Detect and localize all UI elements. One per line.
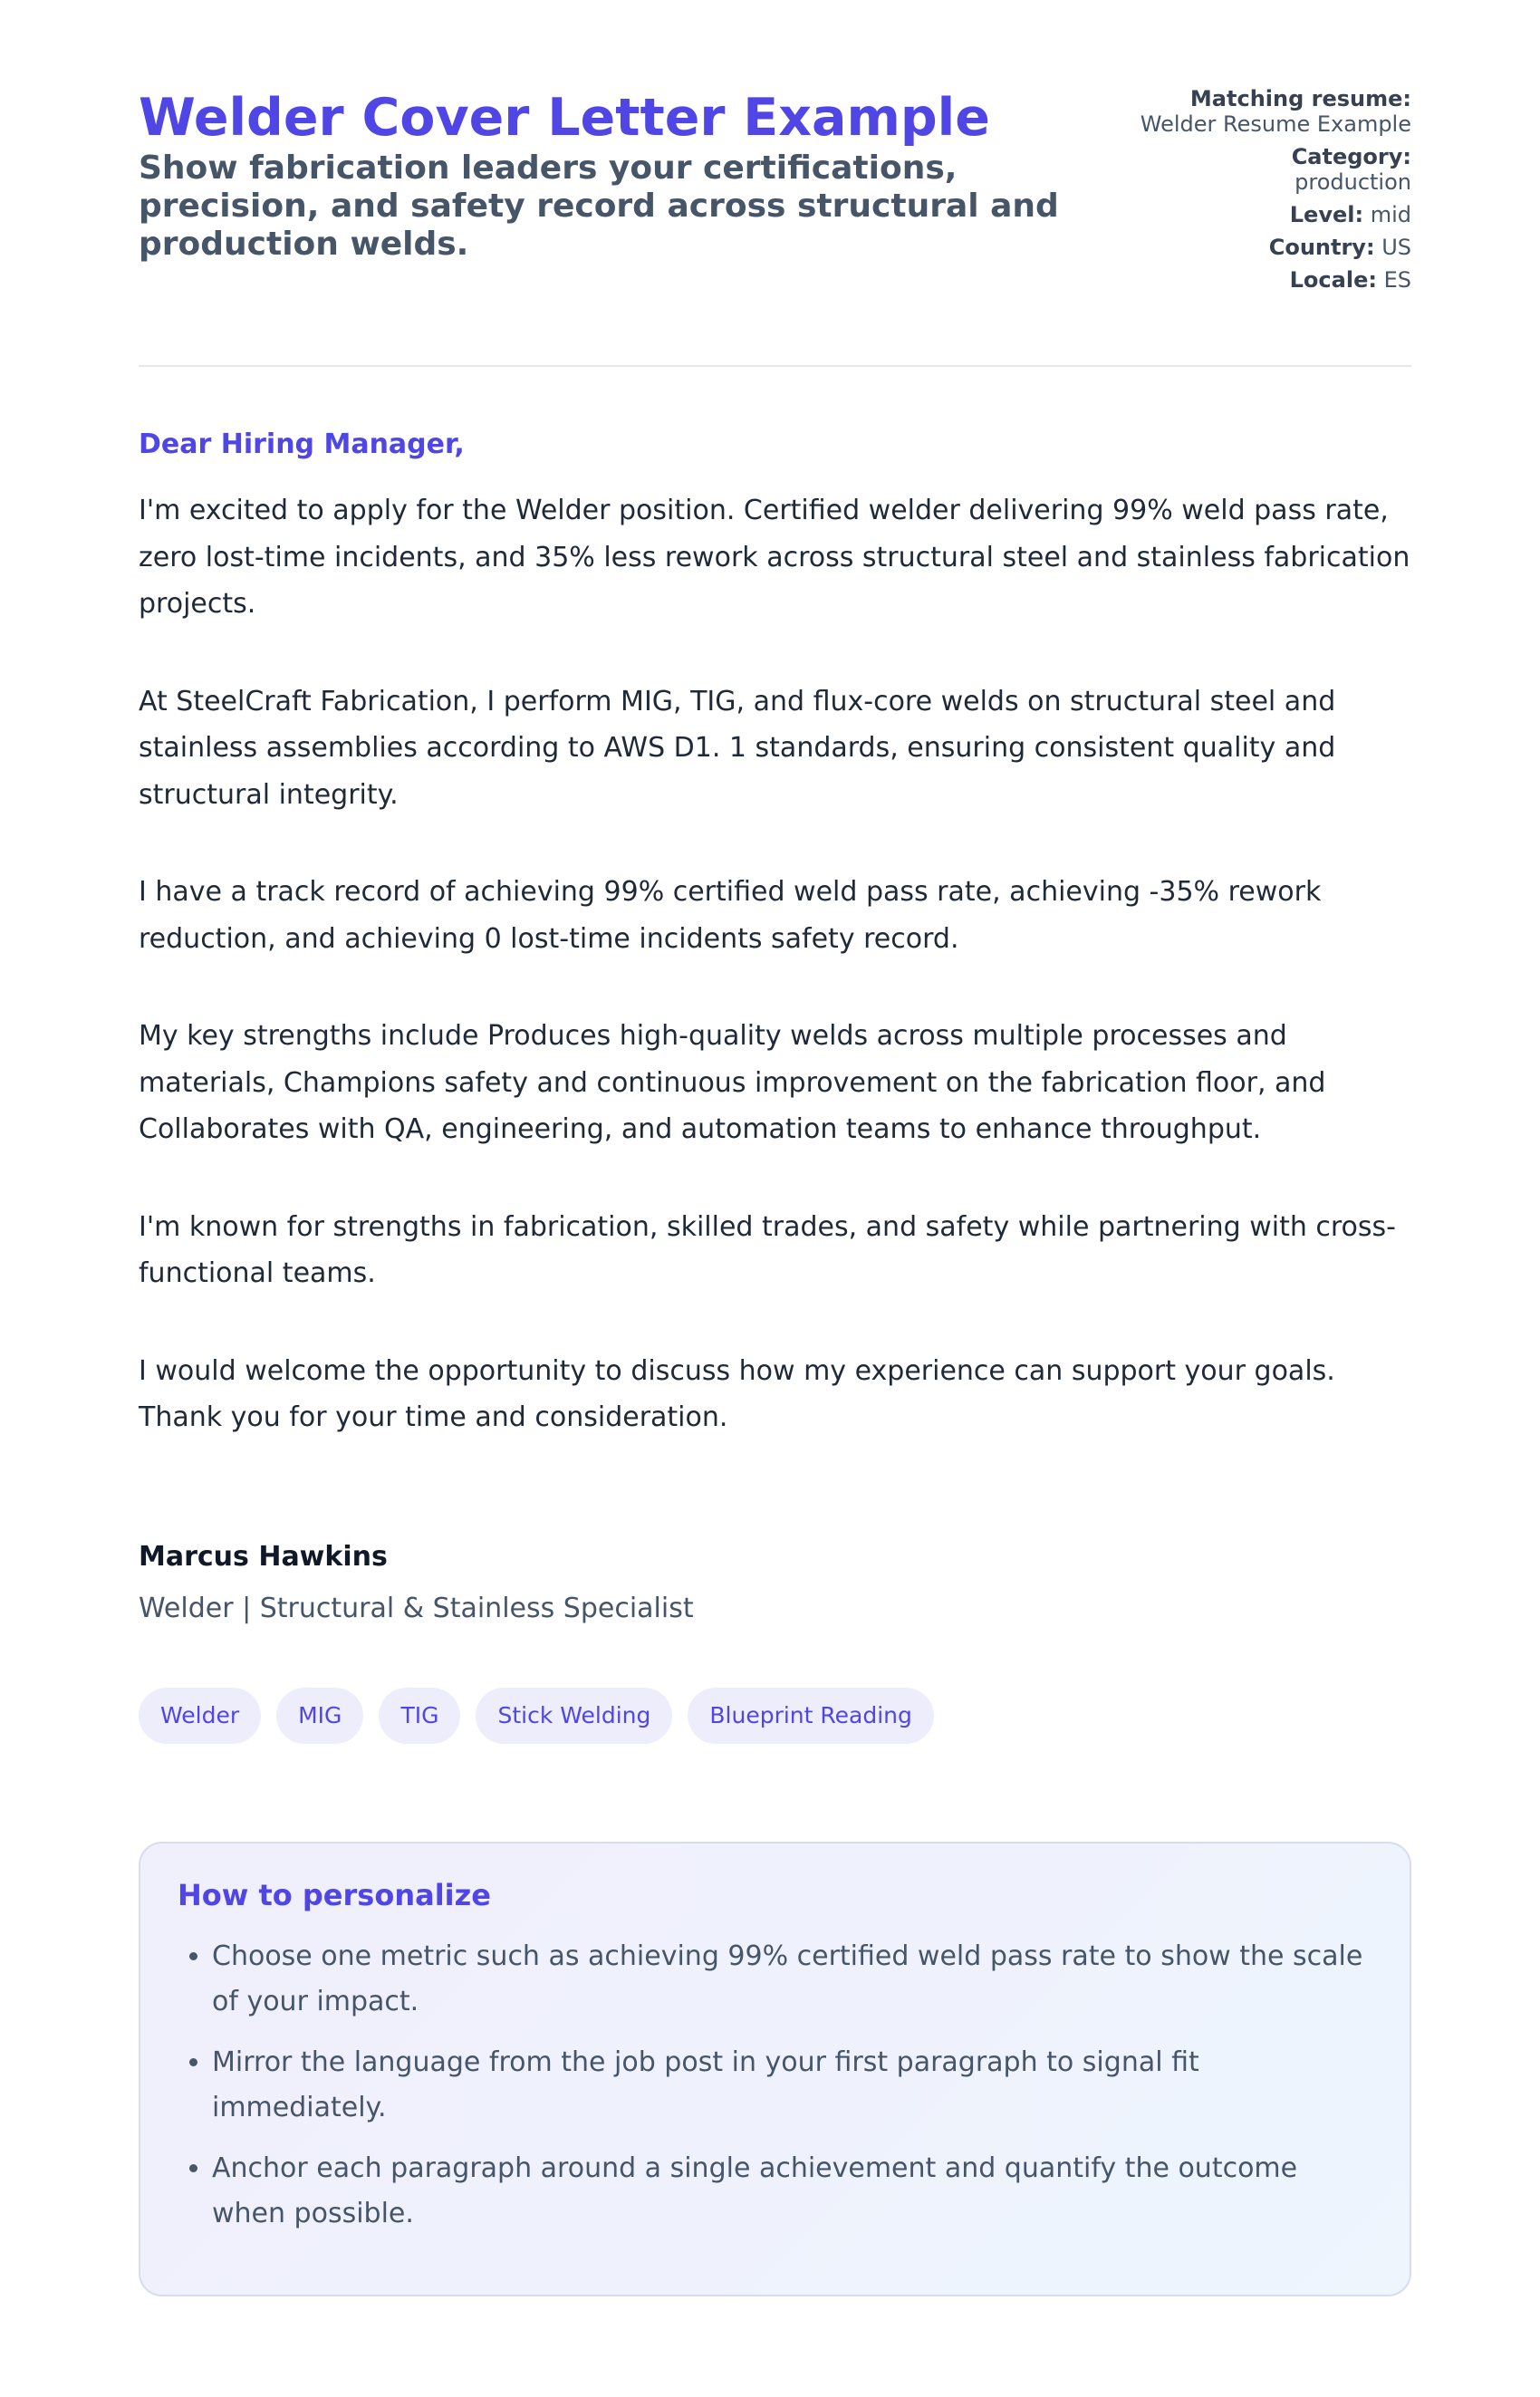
personalize-tips-box — [139, 1842, 1411, 2296]
greeting: Dear Hiring Manager, — [139, 428, 465, 460]
letter-paragraph: I'm known for strengths in fabrication, skilled trades, and safety while partnering with cross-functional teams. — [139, 1210, 1396, 1289]
tips-list — [178, 1934, 1373, 2237]
meta-locale — [1140, 267, 1411, 293]
signature-name: Marcus Hawkins — [139, 1540, 388, 1573]
letter-paragraph: I would welcome the opportunity to discuss how my experience can support your goals. Thank you for your time and consideration. — [139, 1354, 1335, 1433]
page-title: Welder Cover Letter Example — [139, 88, 990, 148]
letter-paragraph: At SteelCraft Fabrication, I perform MIG, TIG, and flux-core welds on structural steel and stainless assemblies according to AWS D1. 1 standards, ensuring consistent quality and structural integrity. — [139, 685, 1336, 811]
meta-value: mid — [1370, 202, 1411, 227]
meta-value: US — [1381, 235, 1411, 260]
letter-paragraph: I have a track record of achieving 99% certified weld pass rate, achieving -35% rework reduction, and achieving 0 lost-time incidents safety record. — [139, 876, 1322, 955]
meta-value: production — [1295, 169, 1411, 195]
tips-heading: How to personalize — [178, 1877, 491, 1912]
meta-label: Category: — [1291, 144, 1411, 169]
page-subtitle: Show fabrication leaders your certifications, precision, and safety record across structural and production welds. — [139, 149, 1059, 263]
page-header — [139, 0, 1411, 367]
letter-paragraph: My key strengths include Produces high-quality welds across multiple processes and materials, Champions safety and continuous improvement on the fabrication floor, and Collaborates with QA, engineering, and automation teams to enhance throughput. — [139, 1020, 1326, 1145]
skill-tag: Blueprint Reading — [688, 1688, 934, 1744]
meta-label: Level: — [1289, 202, 1364, 227]
meta-label: Matching resume: — [1189, 86, 1411, 111]
skill-tag: Welder — [139, 1688, 261, 1744]
tip-item: • Choose one metric such as achieving 99% certified weld pass rate to show the scale of your impact. — [212, 1934, 1373, 2025]
skill-tags — [139, 1688, 1411, 1744]
skill-tag: TIG — [379, 1688, 460, 1744]
meta-label: Locale: — [1289, 267, 1377, 293]
meta-panel — [1140, 86, 1411, 365]
tip-item: • Anchor each paragraph around a single achievement and quantify the outcome when possible. — [212, 2146, 1373, 2237]
skill-tag: MIG — [276, 1688, 363, 1744]
signature-title: Welder | Structural & Stainless Specialist — [139, 1592, 694, 1624]
meta-label: Country: — [1268, 235, 1375, 260]
tip-item: • Mirror the language from the job post in your first paragraph to signal fit immediately. — [212, 2040, 1373, 2131]
matching-resume-link[interactable]: Welder Resume Example — [1140, 111, 1411, 137]
meta-category — [1140, 144, 1411, 195]
meta-country — [1140, 235, 1411, 260]
cover-letter-page — [139, 0, 1411, 2296]
letter-paragraph: I'm excited to apply for the Welder position. Certified welder delivering 99% weld pass rate, zero lost-time incidents, and 35% less rework across structural steel and stainless fabrication projects. — [139, 495, 1410, 620]
meta-matching-resume — [1140, 86, 1411, 137]
meta-level — [1140, 202, 1411, 227]
meta-value: ES — [1383, 267, 1411, 293]
skill-tag: Stick Welding — [476, 1688, 672, 1744]
title-block — [139, 86, 1099, 365]
